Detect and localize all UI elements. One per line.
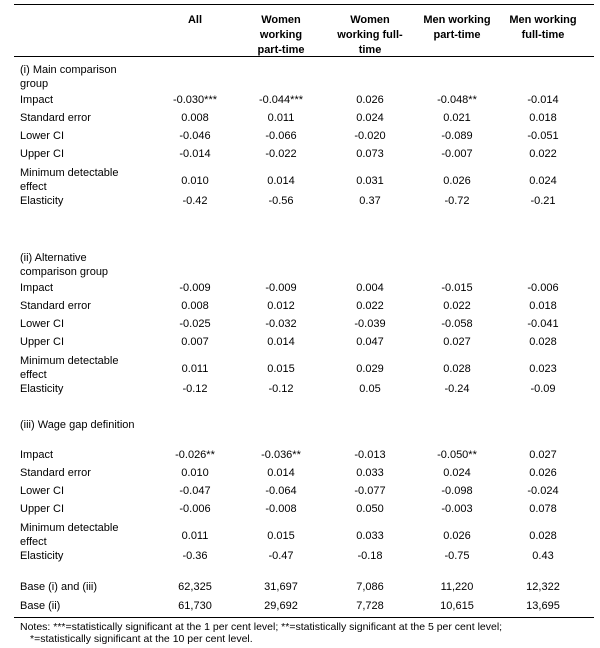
table-cell: -0.12 xyxy=(268,383,294,395)
column-header xyxy=(498,13,588,43)
table-cell: 0.028 xyxy=(529,530,557,542)
row-label xyxy=(20,299,155,313)
table-cell: 0.026 xyxy=(443,530,471,542)
base-cell: 61,730 xyxy=(178,600,212,612)
table-cell: 0.024 xyxy=(443,467,471,479)
header-rule xyxy=(14,56,594,57)
table-cell: -0.064 xyxy=(265,485,297,497)
table-cell: -0.051 xyxy=(527,130,559,142)
row-label xyxy=(20,549,155,563)
table-cell: 0.022 xyxy=(443,300,471,312)
column-header-line: Women xyxy=(350,14,390,26)
base-cell: 62,325 xyxy=(178,581,212,593)
column-header xyxy=(150,13,240,28)
table-cell: 0.012 xyxy=(267,300,295,312)
table-cell: -0.058 xyxy=(441,318,473,330)
section-title-line: comparison group xyxy=(20,266,109,278)
table-cell: -0.015 xyxy=(441,282,473,294)
column-header-line: Men working xyxy=(509,14,577,26)
table-cell: 0.004 xyxy=(356,282,384,294)
base-cell: 10,615 xyxy=(440,600,474,612)
column-header-line: Men working xyxy=(423,14,491,26)
table-cell: -0.47 xyxy=(268,550,294,562)
table-cell: -0.006 xyxy=(179,503,211,515)
table-cell: -0.007 xyxy=(441,148,473,160)
table-cell: -0.066 xyxy=(265,130,297,142)
row-label xyxy=(20,382,155,396)
table-cell: 0.031 xyxy=(356,175,384,187)
base-cell: 29,692 xyxy=(264,600,298,612)
table-cell: -0.046 xyxy=(179,130,211,142)
table-cell: 0.018 xyxy=(529,112,557,124)
table-cell: -0.09 xyxy=(530,383,556,395)
row-label-line: Standard error xyxy=(20,112,91,124)
table-cell: 0.029 xyxy=(356,363,384,375)
column-header-line: All xyxy=(187,14,203,26)
table-cell: -0.006 xyxy=(527,282,559,294)
row-label xyxy=(20,354,155,382)
table-cell: -0.039 xyxy=(354,318,386,330)
row-label-line: Elasticity xyxy=(20,550,64,562)
row-label-line: Impact xyxy=(20,449,54,461)
section-title xyxy=(20,63,160,91)
table-cell: 0.007 xyxy=(181,336,209,348)
table-cell: -0.041 xyxy=(527,318,559,330)
table-cell: -0.009 xyxy=(265,282,297,294)
table-cell: 0.015 xyxy=(267,363,295,375)
table-cell: 0.073 xyxy=(356,148,384,160)
column-header-line: full-time xyxy=(521,29,565,41)
row-label xyxy=(20,317,155,331)
table-cell: -0.013 xyxy=(354,449,386,461)
table-cell: -0.21 xyxy=(530,195,556,207)
row-label xyxy=(20,521,155,549)
row-label xyxy=(20,448,155,462)
row-label xyxy=(20,147,155,161)
table-cell: 0.026 xyxy=(443,175,471,187)
column-header-line: working full- xyxy=(337,29,403,41)
table-cell: -0.009 xyxy=(179,282,211,294)
table-cell: -0.098 xyxy=(441,485,473,497)
row-label xyxy=(20,93,155,107)
table-cell: 0.021 xyxy=(443,112,471,124)
base-row-label: Base (i) and (iii) xyxy=(20,581,98,593)
table-cell: 0.026 xyxy=(529,467,557,479)
table-cell: -0.044*** xyxy=(258,94,304,106)
row-label-line: effect xyxy=(20,181,47,193)
table-cell: 0.014 xyxy=(267,467,295,479)
row-label xyxy=(20,502,155,516)
base-row-label: Base (ii) xyxy=(20,600,61,612)
table-cell: 0.078 xyxy=(529,503,557,515)
table-cell: -0.003 xyxy=(441,503,473,515)
section-title xyxy=(20,418,160,432)
table-cell: 0.033 xyxy=(356,467,384,479)
table-bottom-rule xyxy=(14,617,594,618)
table-cell: -0.047 xyxy=(179,485,211,497)
table-cell: -0.18 xyxy=(357,550,383,562)
column-header-line: part-time xyxy=(257,44,305,56)
notes-line-1: Notes: ***=statistically significant at the 1 per cent level; **=statistically significant at the 5 per cent level; xyxy=(20,621,503,633)
row-label-line: Elasticity xyxy=(20,195,64,207)
row-label xyxy=(20,194,155,208)
table-cell: -0.089 xyxy=(441,130,473,142)
section-title-line: group xyxy=(20,78,49,90)
table-cell: 0.014 xyxy=(267,336,295,348)
table-notes xyxy=(20,621,596,645)
table-cell: 0.026 xyxy=(356,94,384,106)
table-cell: -0.008 xyxy=(265,503,297,515)
table-cell: 0.022 xyxy=(356,300,384,312)
row-label-line: Lower CI xyxy=(20,485,65,497)
base-cell: 7,728 xyxy=(356,600,384,612)
table-cell: 0.008 xyxy=(181,112,209,124)
column-header-line: working xyxy=(259,29,303,41)
row-label-line: effect xyxy=(20,369,47,381)
table-cell: 0.008 xyxy=(181,300,209,312)
base-cell: 7,086 xyxy=(356,581,384,593)
table-cell: -0.020 xyxy=(354,130,386,142)
row-label-line: Minimum detectable xyxy=(20,167,119,179)
table-cell: -0.030*** xyxy=(172,94,218,106)
table-cell: 0.015 xyxy=(267,530,295,542)
row-label xyxy=(20,281,155,295)
table-cell: -0.024 xyxy=(527,485,559,497)
table-cell: -0.24 xyxy=(444,383,470,395)
row-label-line: Lower CI xyxy=(20,318,65,330)
row-label-line: Upper CI xyxy=(20,503,65,515)
table-cell: -0.050** xyxy=(437,449,477,461)
base-cell: 12,322 xyxy=(526,581,560,593)
table-cell: -0.036** xyxy=(261,449,301,461)
table-cell: -0.032 xyxy=(265,318,297,330)
section-title-line: (ii) Alternative xyxy=(20,252,87,264)
table-cell: -0.75 xyxy=(444,550,470,562)
table-cell: 0.024 xyxy=(356,112,384,124)
column-header xyxy=(325,13,415,58)
table-cell: -0.048** xyxy=(437,94,477,106)
column-header xyxy=(412,13,502,43)
row-label-line: Minimum detectable xyxy=(20,522,119,534)
row-label-line: Elasticity xyxy=(20,383,64,395)
row-label xyxy=(20,484,155,498)
table-cell: -0.026** xyxy=(175,449,215,461)
row-label-line: Impact xyxy=(20,94,54,106)
table-cell: 0.028 xyxy=(443,363,471,375)
row-label xyxy=(20,466,155,480)
table-cell: 0.027 xyxy=(443,336,471,348)
base-cell: 11,220 xyxy=(440,581,474,593)
row-label-line: Impact xyxy=(20,282,54,294)
table-top-rule xyxy=(14,4,594,5)
table-cell: 0.43 xyxy=(532,550,554,562)
table-cell: 0.047 xyxy=(356,336,384,348)
table-cell: 0.05 xyxy=(359,383,381,395)
row-label-line: Standard error xyxy=(20,467,91,479)
row-label-line: Upper CI xyxy=(20,336,65,348)
table-cell: -0.014 xyxy=(527,94,559,106)
table-cell: -0.077 xyxy=(354,485,386,497)
column-header-line: part-time xyxy=(433,29,481,41)
section-title-line: (iii) Wage gap definition xyxy=(20,419,135,431)
table-cell: -0.72 xyxy=(444,195,470,207)
notes-line-2: *=statistically significant at the 10 per cent level. xyxy=(30,633,253,645)
row-label xyxy=(20,111,155,125)
table-cell: 0.028 xyxy=(529,336,557,348)
table-cell: -0.56 xyxy=(268,195,294,207)
table-cell: 0.014 xyxy=(267,175,295,187)
row-label xyxy=(20,129,155,143)
table-cell: 0.050 xyxy=(356,503,384,515)
row-label-line: Upper CI xyxy=(20,148,65,160)
table-cell: -0.36 xyxy=(182,550,208,562)
row-label-line: Minimum detectable xyxy=(20,355,119,367)
column-header xyxy=(236,13,326,58)
table-cell: 0.033 xyxy=(356,530,384,542)
table-cell: 0.010 xyxy=(181,175,209,187)
table-cell: 0.022 xyxy=(529,148,557,160)
column-header-line: time xyxy=(358,44,382,56)
base-cell: 31,697 xyxy=(264,581,298,593)
table-cell: -0.022 xyxy=(265,148,297,160)
row-label xyxy=(20,335,155,349)
table-cell: 0.37 xyxy=(359,195,381,207)
section-title xyxy=(20,251,160,279)
row-label-line: Lower CI xyxy=(20,130,65,142)
table-cell: 0.011 xyxy=(181,363,209,375)
base-cell: 13,695 xyxy=(526,600,560,612)
table-cell: 0.024 xyxy=(529,175,557,187)
table-cell: -0.42 xyxy=(182,195,208,207)
table-cell: 0.010 xyxy=(181,467,209,479)
table-cell: 0.027 xyxy=(529,449,557,461)
row-label-line: effect xyxy=(20,536,47,548)
table-cell: -0.025 xyxy=(179,318,211,330)
table-cell: -0.014 xyxy=(179,148,211,160)
table-cell: -0.12 xyxy=(182,383,208,395)
table-cell: 0.011 xyxy=(267,112,295,124)
section-title-line: (i) Main comparison xyxy=(20,64,117,76)
table-cell: 0.023 xyxy=(529,363,557,375)
column-header-line: Women xyxy=(261,14,301,26)
table-cell: 0.018 xyxy=(529,300,557,312)
row-label-line: Standard error xyxy=(20,300,91,312)
table-cell: 0.011 xyxy=(181,530,209,542)
row-label xyxy=(20,166,155,194)
